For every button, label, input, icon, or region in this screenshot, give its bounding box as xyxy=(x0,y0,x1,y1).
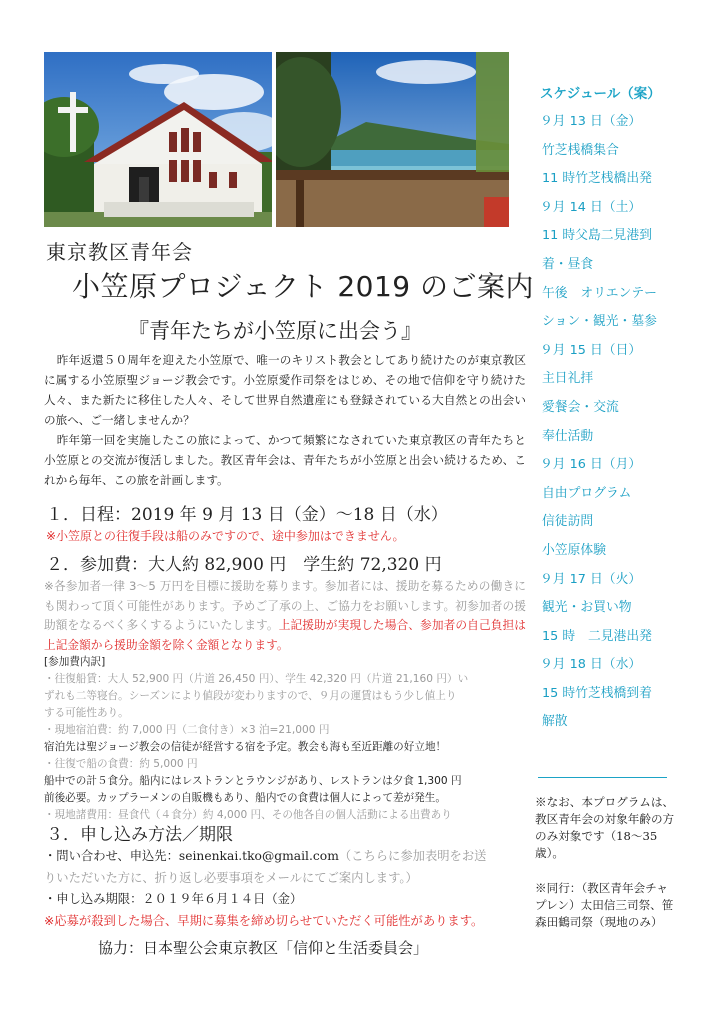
schedule-item: 自由プログラム xyxy=(542,485,632,501)
ship-fare: ・往復船賃：大人 52,900 円（片道 26,450 円）、学生 42,320 円（片道 21,160 円）い xyxy=(44,673,469,685)
church-illustration xyxy=(44,52,272,227)
fee-heading: ２．参加費：大人約 82,900 円 学生約 72,320 円 xyxy=(46,555,442,575)
intro-text xyxy=(44,350,526,490)
cooperation-credit: 協力：日本聖公会東京教区「信仰と生活委員会」 xyxy=(98,939,429,957)
schedule-item: 着・昼食 xyxy=(542,256,594,272)
schedule-item: 11 時父島二見港到 xyxy=(542,228,652,244)
schedule-heading: １．日程：2019 年 9 月 13 日（金）～18 日（水） xyxy=(46,505,448,525)
schedule-date: ９月 13 日（金） xyxy=(540,114,642,129)
meal-detail-cont: 前後必要。カップラーメンの自販機もあり、船内での食費は個人によって差が発生。 xyxy=(44,792,446,804)
schedule-item: 信徒訪問 xyxy=(542,514,594,530)
contact-note-cont: りいただいた方に、折り返し必要事項をメールにてご案内します。） xyxy=(44,870,418,885)
schedule-sidebar xyxy=(540,82,680,737)
schedule-divider xyxy=(538,777,667,778)
schedule-date: ９月 16 日（月） xyxy=(540,457,642,473)
schedule-note: ※小笠原との往復手段は船のみですので、途中参加はできません。 xyxy=(46,529,405,543)
schedule-date: ９月 18 日（水） xyxy=(540,657,642,673)
contact-email-link[interactable]: seinenkai.tko@gmail.com xyxy=(178,849,339,863)
age-note: ※なお、本プログラムは、教区青年会の対象年齢の方のみ対象です（18～35 歳）。 xyxy=(535,795,675,860)
schedule-item: 解散 xyxy=(542,714,568,730)
fee-support-text: ※各参加者一律 3～5 万円を目標に援助を募ります。参加者には、援助を募るための働きにも関わって頂く可能性があります。予めご了承の上、ご協力をお願いします。初参加者の援助額をなるべく多くするようにいたします。 xyxy=(44,579,526,632)
beach-photo xyxy=(276,52,509,227)
schedule-item: ション・観光・墓参 xyxy=(542,314,657,330)
contact-label: ・問い合わせ、申込先： xyxy=(44,849,179,863)
schedule-item: 竹芝桟橋集合 xyxy=(542,142,619,158)
application-deadline: ・申し込み期限：２０１９年６月１４日（金） xyxy=(44,892,303,906)
beach-illustration xyxy=(276,52,509,227)
meal-fee: ・往復で船の食費：約 5,000 円 xyxy=(44,758,198,770)
schedule-date: ９月 14 日（土） xyxy=(540,199,642,215)
schedule-date: ９月 15 日（日） xyxy=(540,342,642,358)
schedule-date: ９月 17 日（火） xyxy=(540,571,642,587)
page-title: 小笠原プロジェクト 2019 のご案内 xyxy=(72,270,535,303)
fee-breakdown xyxy=(44,654,526,824)
schedule-item: 観光・お買い物 xyxy=(542,600,632,616)
page-subtitle: 『青年たちが小笠原に出会う』 xyxy=(128,319,422,343)
intro-paragraph: 昨年返還５０周年を迎えた小笠原で、唯一のキリスト教会としてあり続けたのが東京教区に属する小笠原聖ジョージ教会です。小笠原愛作司祭をはじめ、その地で信仰を守り続けた人々、また新たに移住した人々、そして世界自然遺産にも登録されている大自然との出会いの旅へ、ご一緒しませんか？ xyxy=(44,353,526,427)
schedule-item: 小笠原体験 xyxy=(542,542,606,558)
schedule-title: スケジュール（案） xyxy=(540,86,661,102)
schedule-item: 奉仕活動 xyxy=(542,428,594,444)
schedule-item: 愛餐会・交流 xyxy=(542,399,619,415)
intro-paragraph: 昨年第一回を実施したこの旅によって、かつて頻繁になされていた東京教区の青年たちと小笠原との交流が復活しました。教区青年会は、青年たちが小笠原と出会い続けるため、これから毎年、この旅を計画します。 xyxy=(44,433,526,487)
schedule-item: 11 時竹芝桟橋出発 xyxy=(542,171,652,187)
ship-fare-cont: ずれも二等寝台。シーズンにより値段が変わりますので、９月の運賃はもう少し値上り xyxy=(44,690,457,702)
schedule-item: 主日礼拝 xyxy=(542,371,594,387)
lodging-detail: 宿泊先は聖ジョージ教会の信徒が経営する宿を予定。教会も海も至近距離の好立地！ xyxy=(44,741,447,753)
contact-note: （こちらに参加表明をお送 xyxy=(338,849,487,863)
application-details xyxy=(44,846,526,932)
ship-fare-cont: する可能性あり。 xyxy=(44,707,129,719)
application-heading: ３．申し込み方法／期限 xyxy=(46,825,233,845)
schedule-item: 午後 オリエンテー xyxy=(542,285,657,301)
misc-fee: ・現地諸費用：昼食代（４食分）約 4,000 円、その他各自の個人活動による出費あり xyxy=(44,809,452,821)
fee-self-pay-text: 上記援助が実現した場合、参加者の自己負担は上記金額から援助金額を除く金額となります。 xyxy=(44,618,526,652)
application-warning: ※応募が殺到した場合、早期に募集を締め切らせていただく可能性があります。 xyxy=(44,913,484,928)
schedule-item: 15 時 二見港出発 xyxy=(542,628,652,644)
schedule-list xyxy=(540,108,680,737)
chaplain-note: ※同行：（教区青年会チャプレン）太田信三司祭、笹森田鶴司祭（現地のみ） xyxy=(535,881,674,929)
breakdown-heading: [参加費内訳] xyxy=(44,656,106,668)
fee-description xyxy=(44,577,526,655)
lodging-fee: ・現地宿泊費：約 7,000 円（二食付き）×3 泊=21,000 円 xyxy=(44,724,330,736)
meal-detail: 船中での計５食分。船内にはレストランとラウンジがあり、レストランは夕食 1,300 円 xyxy=(44,775,462,787)
schedule-item: 15 時竹芝桟橋到着 xyxy=(542,685,652,701)
church-photo xyxy=(44,52,272,227)
organizer-name: 東京教区青年会 xyxy=(46,240,193,264)
